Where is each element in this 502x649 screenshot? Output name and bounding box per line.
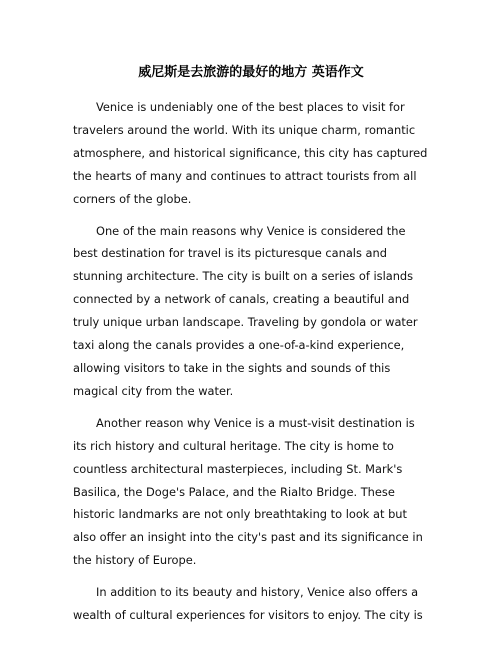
document-body [73, 96, 430, 636]
paragraph-2: One of the main reasons why Venice is considered the best destination for travel is its picturesque canals and stunning architecture. The city is built on a series of islands connected by a network of canals, creating a beautiful and truly unique urban landscape. Traveling by gondola or water taxi along the canals provides a one-of-a-kind experience, allowing visitors to take in the sights and sounds of this magical city from the water. [73, 223, 418, 398]
paragraph-1: Venice is undeniably one of the best places to visit for travelers around the world. With its unique charm, romantic atmosphere, and historical significance, this city has captured the hearts of many and continues to attract tourists from all corners of the globe. [73, 100, 428, 206]
document-title: 威尼斯是去旅游的最好的地方 英语作文 [138, 65, 364, 80]
paragraph-3: Another reason why Venice is a must-visit destination is its rich history and cultural heritage. The city is home to countless architectural masterpieces, including St. Mark's Basilica, the Doge's Palace, and the Rialto Bridge. These historic landmarks are not only breathtaking to look at but also offer an insight into the city's past and its significance in the history of Europe. [73, 415, 423, 568]
paragraph-4: In addition to its beauty and history, Venice also offers a wealth of cultural experiences for visitors to enjoy. The city is [73, 585, 423, 623]
